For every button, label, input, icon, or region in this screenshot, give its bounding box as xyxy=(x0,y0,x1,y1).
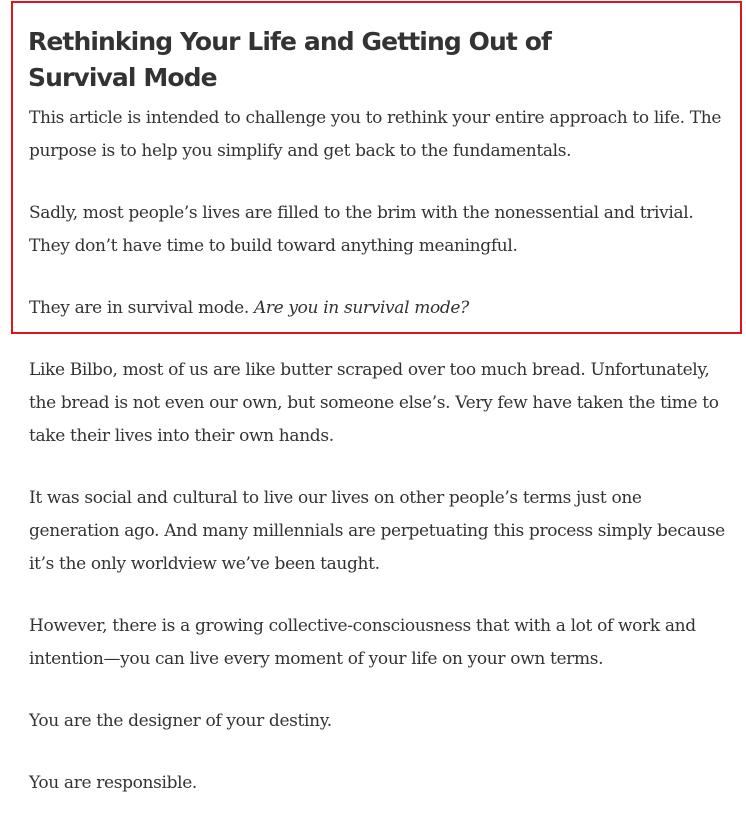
survival-mode-question: Are you in survival mode? xyxy=(253,298,469,318)
article-title xyxy=(28,24,729,96)
title-line-2: Survival Mode xyxy=(28,63,217,92)
paragraph-responsible: You are responsible. xyxy=(29,773,197,793)
paragraph-designer: You are the designer of your destiny. xyxy=(29,711,332,731)
paragraph-intro: This article is intended to challenge you to rethink your entire approach to life. The purpose is to help you simplify and get back to the fundamentals. xyxy=(29,108,722,161)
paragraph-nonessential: Sadly, most people’s lives are filled to the brim with the nonessential and trivial. They don’t have time to build toward anything meaningful. xyxy=(29,203,694,256)
paragraph-bilbo: Like Bilbo, most of us are like butter scraped over too much bread. Unfortunately, the bread is not even our own, but someone else’s. Very few have taken the time to take their lives into their own hands. xyxy=(29,360,719,446)
article xyxy=(29,0,729,800)
survival-mode-text: They are in survival mode. xyxy=(29,298,254,318)
paragraph-survival-mode xyxy=(29,292,729,325)
title-line-1: Rethinking Your Life and Getting Out of xyxy=(28,27,552,56)
paragraph-collective-consciousness: However, there is a growing collective-consciousness that with a lot of work and intention—you can live every moment of your life on your own terms. xyxy=(29,616,696,669)
paragraph-social-cultural: It was social and cultural to live our lives on other people’s terms just one generation ago. And many millennials are perpetuating this process simply because it’s the only worldview we’ve been taught. xyxy=(29,488,725,574)
